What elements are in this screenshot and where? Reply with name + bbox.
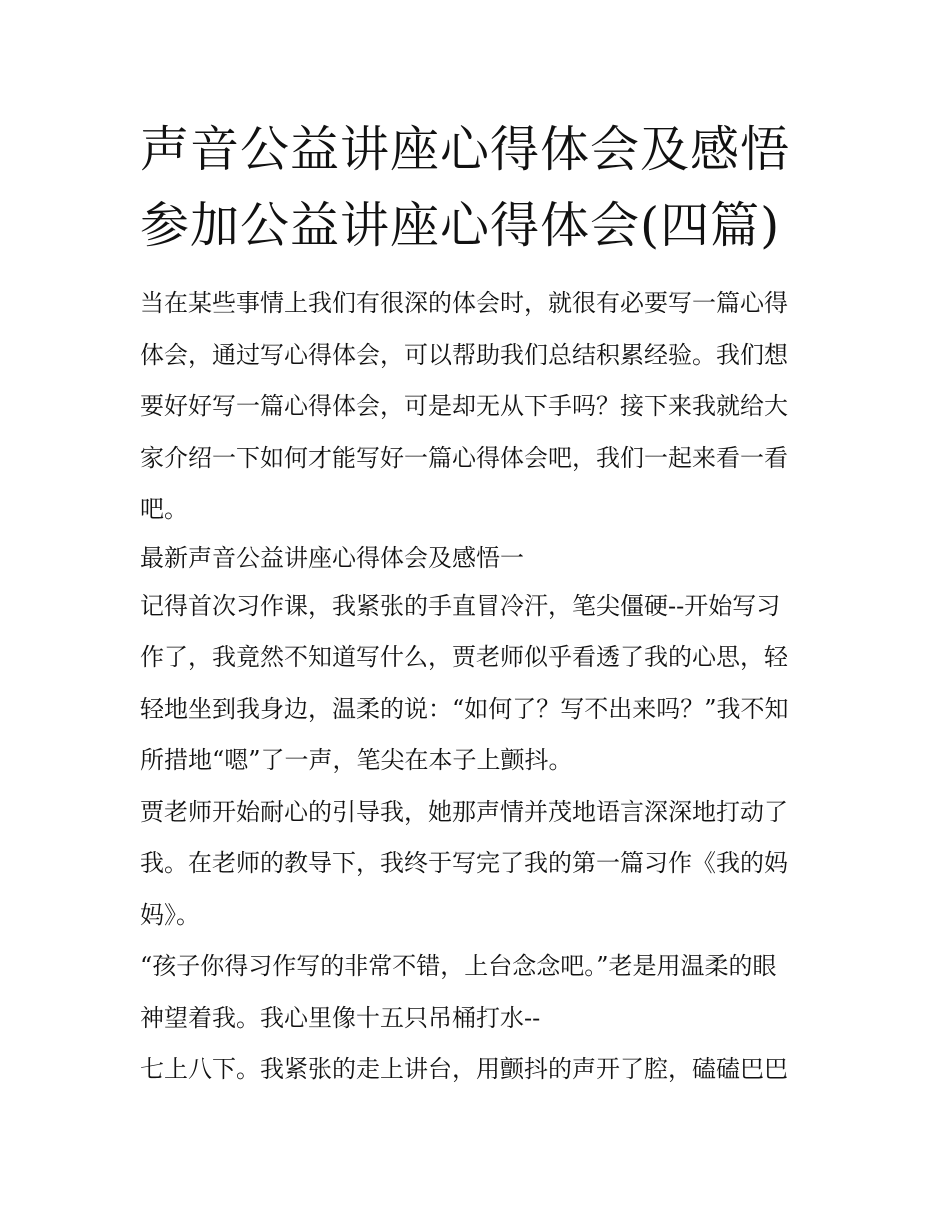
document-title bbox=[140, 112, 840, 264]
text-line: 要好好写一篇心得体会，可是却无从下手吗？接下来我就给大 bbox=[140, 392, 788, 420]
text-line: 所措地“嗯”了一声，笔尖在本子上颤抖。 bbox=[140, 746, 573, 774]
title-line-2: 参加公益讲座心得体会(四篇) bbox=[140, 197, 781, 254]
text-line: 体会，通过写心得体会，可以帮助我们总结积累经验。我们想 bbox=[140, 340, 788, 369]
text-line: 吧。 bbox=[140, 495, 188, 523]
text-line: 当在某些事情上我们有很深的体会时，就很有必要写一篇心得 bbox=[140, 289, 788, 317]
section-heading bbox=[140, 536, 820, 581]
paragraph-intro bbox=[140, 278, 820, 536]
text-line: 轻地坐到我身边，温柔的说：“如何了？写不出来吗？”我不知 bbox=[140, 694, 789, 723]
paragraph-2 bbox=[140, 787, 820, 942]
title-line-1: 声音公益讲座心得体会及感悟 bbox=[140, 121, 791, 178]
paragraph-4 bbox=[140, 1044, 820, 1096]
text-line: “孩子你得习作写的非常不错，上台念念吧。”老是用温柔的眼 bbox=[140, 952, 777, 980]
text-line: 贾老师开始耐心的引导我，她那声情并茂地语言深深地打动了 bbox=[140, 797, 788, 826]
text-line: 七上八下。我紧张的走上讲台，用颤抖的声开了腔，磕磕巴巴 bbox=[140, 1055, 788, 1083]
text-line: 神望着我。我心里像十五只吊桶打水-- bbox=[140, 1003, 541, 1032]
text-line: 记得首次习作课，我紧张的手直冒冷汗，笔尖僵硬--开始写习 bbox=[140, 591, 781, 620]
text-line: 家介绍一下如何才能写好一篇心得体会吧，我们一起来看一看 bbox=[140, 443, 788, 472]
paragraph-3 bbox=[140, 941, 820, 1044]
section-heading-text: 最新声音公益讲座心得体会及感悟一 bbox=[140, 543, 524, 572]
text-line: 妈》。 bbox=[140, 900, 200, 929]
paragraph-1 bbox=[140, 581, 820, 787]
document-body bbox=[140, 278, 820, 1096]
text-line: 作了，我竟然不知道写什么，贾老师似乎看透了我的心思，轻 bbox=[140, 643, 788, 671]
text-line: 我。在老师的教导下，我终于写完了我的第一篇习作《我的妈 bbox=[140, 849, 788, 877]
